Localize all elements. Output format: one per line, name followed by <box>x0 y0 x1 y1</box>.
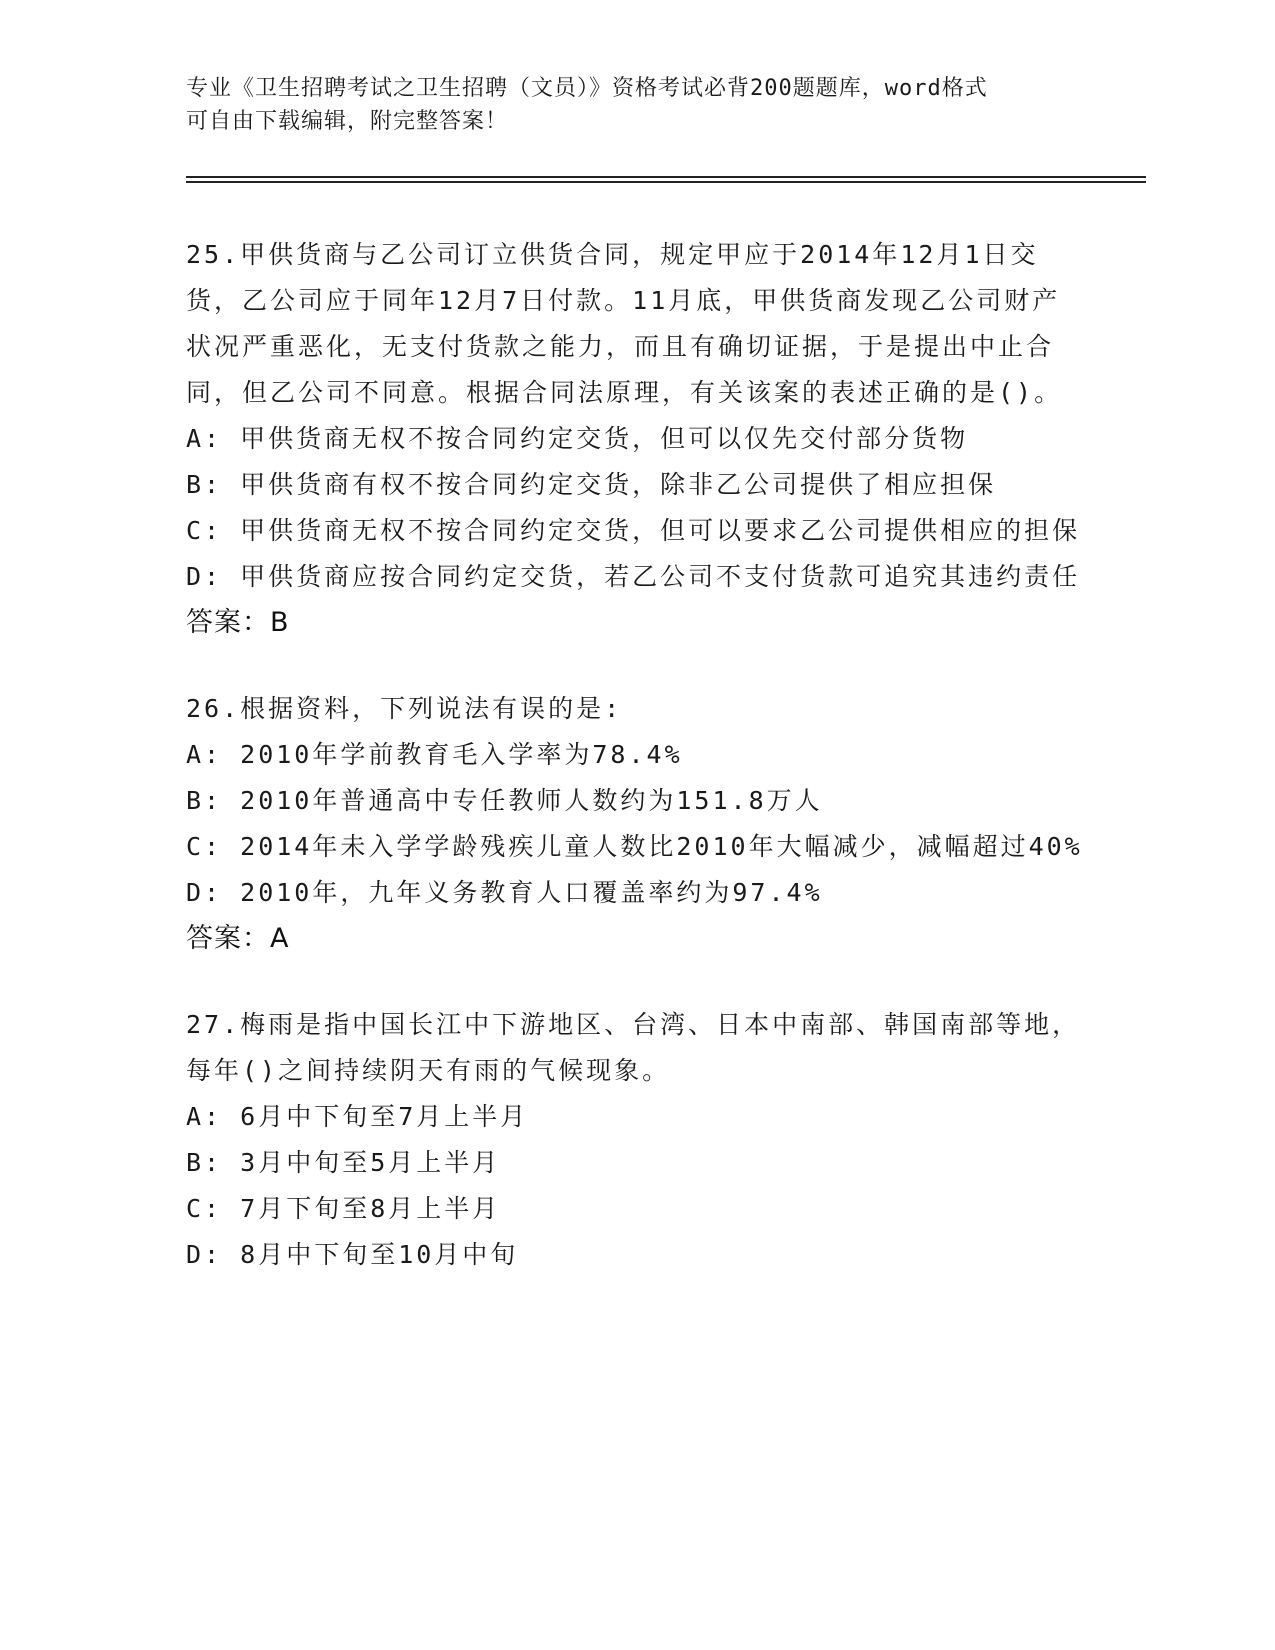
header-line-2: 可自由下载编辑，附完整答案！ <box>186 109 509 134</box>
option-c: C: 2014年未入学学龄残疾儿童人数比2010年大幅减少，减幅超过40% <box>186 832 1083 861</box>
option-a: A: 甲供货商无权不按合同约定交货，但可以仅先交付部分货物 <box>186 424 969 453</box>
option-d: D: 8月中下旬至10月中旬 <box>186 1240 519 1269</box>
header-divider-bottom <box>186 181 1146 183</box>
option-b: B: 甲供货商有权不按合同约定交货，除非乙公司提供了相应担保 <box>186 470 997 499</box>
question-27 <box>186 1002 1086 1278</box>
option-d: D: 甲供货商应按合同约定交货，若乙公司不支付货款可追究其违约责任 <box>186 562 1081 591</box>
option-a: A: 6月中下旬至7月上半月 <box>186 1102 529 1131</box>
answer: 答案：B <box>186 607 290 638</box>
option-b: B: 3月中旬至5月上半月 <box>186 1148 501 1177</box>
option-c: C: 7月下旬至8月上半月 <box>186 1194 501 1223</box>
answer: 答案：A <box>186 923 290 954</box>
question-list <box>186 232 1086 1318</box>
option-c: C: 甲供货商无权不按合同约定交货，但可以要求乙公司提供相应的担保 <box>186 516 1081 545</box>
header-divider-top <box>186 176 1146 178</box>
question-26 <box>186 686 1086 962</box>
question-stem: 26.根据资料，下列说法有误的是: <box>186 694 623 723</box>
document-header <box>186 72 1086 138</box>
option-b: B: 2010年普通高中专任教师人数约为151.8万人 <box>186 786 823 815</box>
question-stem: 25.甲供货商与乙公司订立供货合同，规定甲应于2014年12月1日交货，乙公司应于同年12月7日付款。11月底，甲供货商发现乙公司财产状况严重恶化，无支付货款之能力，而且有确切证据，于是提出中止合同，但乙公司不同意。根据合同法原理，有关该案的表述正确的是()。 <box>186 240 1063 407</box>
option-d: D: 2010年，九年义务教育人口覆盖率约为97.4% <box>186 878 823 907</box>
question-stem: 27.梅雨是指中国长江中下游地区、台湾、日本中南部、韩国南部等地，每年()之间持续阴天有雨的气候现象。 <box>186 1010 1081 1085</box>
question-25 <box>186 232 1086 646</box>
option-a: A: 2010年学前教育毛入学率为78.4% <box>186 740 683 769</box>
header-line-1: 专业《卫生招聘考试之卫生招聘（文员）》资格考试必背200题题库，word格式 <box>186 76 988 101</box>
